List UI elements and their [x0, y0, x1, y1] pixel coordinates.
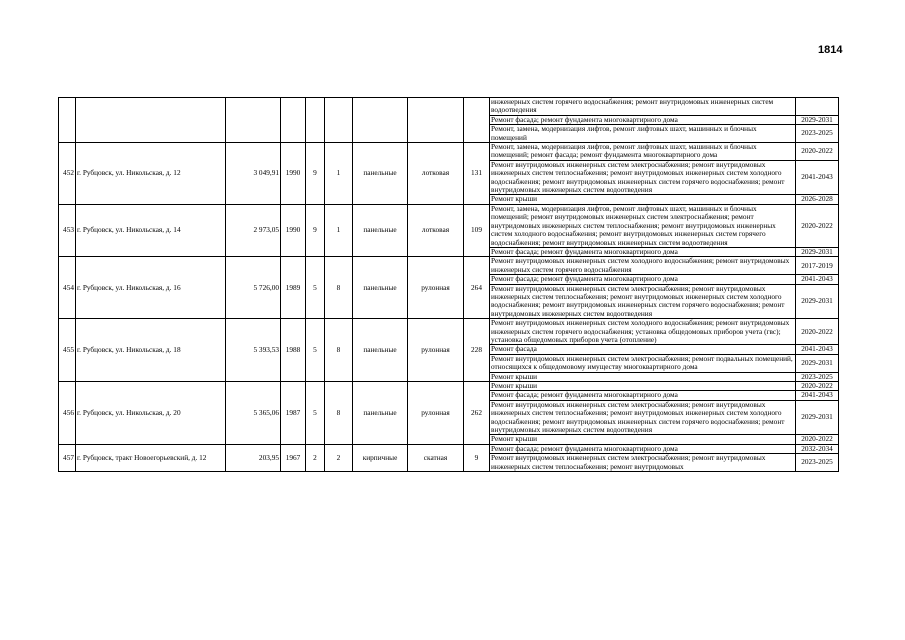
record-roof-type: рулонная	[408, 257, 464, 319]
work-period: 2020-2022	[796, 435, 839, 444]
record-area: 2 973,05	[226, 204, 281, 256]
work-period: 2029-2031	[796, 284, 839, 319]
record-area: 203,95	[226, 444, 281, 471]
table-row	[59, 257, 839, 275]
record-year: 1967	[281, 444, 306, 471]
work-period: 2026-2028	[796, 195, 839, 204]
empty-cell	[408, 98, 464, 143]
work-description: инженерных систем горячего водоснабжения; ремонт внутридомовых инженерных систем водоотведения	[490, 98, 796, 116]
work-period: 2023-2025	[796, 125, 839, 143]
record-year: 1987	[281, 382, 306, 445]
work-period: 2023-2025	[796, 454, 839, 472]
work-period: 2020-2022	[796, 382, 839, 391]
work-description: Ремонт внутридомовых инженерных систем электроснабжения; ремонт внутридомовых инженерных систем теплоснабжения; ремонт внутридомовых инженерных систем холодного водоснабжения; ремонт внутридомовых инженерных систем горячего водоснабжения; ремонт внутридомовых инженерных систем водоотведения	[490, 400, 796, 435]
record-apartments: 264	[464, 257, 490, 319]
record-wall-material: панельные	[353, 143, 408, 205]
work-period: 2017-2019	[796, 257, 839, 275]
table-row	[59, 98, 839, 116]
empty-cell	[59, 98, 76, 143]
work-period: 2029-2031	[796, 354, 839, 372]
work-period	[796, 98, 839, 116]
record-number: 455	[59, 319, 76, 382]
record-floors: 5	[306, 382, 325, 445]
record-apartments: 109	[464, 204, 490, 256]
record-apartments: 262	[464, 382, 490, 445]
work-description: Ремонт внутридомовых инженерных систем холодного водоснабжения; ремонт внутридомовых инженерных систем горячего водоснабжения	[490, 257, 796, 275]
empty-cell	[353, 98, 408, 143]
work-period: 2032-2034	[796, 444, 839, 453]
work-description: Ремонт фасада; ремонт фундамента многоквартирного дома	[490, 444, 796, 453]
record-address: г. Рубцовск, ул. Никольская, д. 16	[76, 257, 226, 319]
work-period: 2041-2043	[796, 391, 839, 400]
table-row	[59, 382, 839, 391]
work-description: Ремонт внутридомовых инженерных систем электроснабжения; ремонт внутридомовых инженерных систем теплоснабжения; ремонт внутридомовых инженерных систем холодного водоснабжения; ремонт внутридомовых инженерных систем горячего водоснабжения; ремонт внутридомовых инженерных систем водоотведения	[490, 160, 796, 195]
record-year: 1989	[281, 257, 306, 319]
record-area: 3 049,91	[226, 143, 281, 205]
record-number: 457	[59, 444, 76, 471]
record-floors: 9	[306, 143, 325, 205]
record-area: 5 726,00	[226, 257, 281, 319]
record-apartments: 228	[464, 319, 490, 382]
work-description: Ремонт фасада; ремонт фундамента многоквартирного дома	[490, 275, 796, 284]
record-year: 1988	[281, 319, 306, 382]
work-period: 2029-2031	[796, 400, 839, 435]
capital-repair-table	[58, 97, 839, 472]
record-floors: 2	[306, 444, 325, 471]
record-roof-type: скатная	[408, 444, 464, 471]
record-floors: 9	[306, 204, 325, 256]
record-area: 5 365,06	[226, 382, 281, 445]
work-description: Ремонт, замена, модернизация лифтов, ремонт лифтовых шахт, машинных и блочных помещений	[490, 125, 796, 143]
work-period: 2041-2043	[796, 345, 839, 354]
empty-cell	[464, 98, 490, 143]
record-number: 452	[59, 143, 76, 205]
record-floors: 5	[306, 319, 325, 382]
work-description: Ремонт крыши	[490, 382, 796, 391]
work-period: 2023-2025	[796, 372, 839, 381]
work-period: 2020-2022	[796, 143, 839, 161]
page-number: 1814	[818, 44, 843, 56]
record-entrances: 1	[325, 204, 353, 256]
work-description: Ремонт внутридомовых инженерных систем электроснабжения; ремонт подвальных помещений, относящихся к общедомовому имуществу многоквартирного дома	[490, 354, 796, 372]
work-description: Ремонт внутридомовых инженерных систем холодного водоснабжения; ремонт внутридомовых инженерных систем горячего водоснабжения; установка общедомовых приборов учета (гвс); установка общедомовых приборов учета (отопление)	[490, 319, 796, 345]
empty-cell	[325, 98, 353, 143]
record-entrances: 8	[325, 257, 353, 319]
record-address: г. Рубцовск, ул. Никольская, д. 18	[76, 319, 226, 382]
record-roof-type: лотковая	[408, 143, 464, 205]
record-entrances: 2	[325, 444, 353, 471]
empty-cell	[76, 98, 226, 143]
record-entrances: 1	[325, 143, 353, 205]
work-period: 2020-2022	[796, 319, 839, 345]
work-description: Ремонт фасада; ремонт фундамента многоквартирного дома	[490, 115, 796, 124]
record-address: г. Рубцовск, ул. Никольская, д. 12	[76, 143, 226, 205]
record-roof-type: лотковая	[408, 204, 464, 256]
table-row	[59, 319, 839, 345]
record-entrances: 8	[325, 382, 353, 445]
work-period: 2041-2043	[796, 160, 839, 195]
record-wall-material: панельные	[353, 382, 408, 445]
work-description: Ремонт внутридомовых инженерных систем электроснабжения; ремонт внутридомовых инженерных систем теплоснабжения; ремонт внутридомовых	[490, 454, 796, 472]
record-address: г. Рубцовск, ул. Никольская, д. 14	[76, 204, 226, 256]
record-address: г. Рубцовск, ул. Никольская, д. 20	[76, 382, 226, 445]
empty-cell	[281, 98, 306, 143]
record-area: 5 393,53	[226, 319, 281, 382]
table-row	[59, 143, 839, 161]
work-description: Ремонт фасада; ремонт фундамента многоквартирного дома	[490, 391, 796, 400]
work-period: 2041-2043	[796, 275, 839, 284]
empty-cell	[306, 98, 325, 143]
table-row	[59, 204, 839, 247]
record-wall-material: панельные	[353, 319, 408, 382]
empty-cell	[226, 98, 281, 143]
record-number: 456	[59, 382, 76, 445]
record-wall-material: кирпичные	[353, 444, 408, 471]
record-number: 454	[59, 257, 76, 319]
work-description: Ремонт крыши	[490, 435, 796, 444]
work-description: Ремонт, замена, модернизация лифтов, ремонт лифтовых шахт, машинных и блочных помещений; ремонт внутридомовых инженерных систем электроснабжения; ремонт внутридомовых инженерных систем теплоснабжения; ремонт внутридомовых инженерных систем холодного водоснабжения; ремонт внутридомовых инженерных систем горячего водоснабжения; ремонт внутридомовых инженерных систем водоотведения	[490, 204, 796, 247]
record-apartments: 131	[464, 143, 490, 205]
record-floors: 5	[306, 257, 325, 319]
record-roof-type: рулонная	[408, 319, 464, 382]
record-apartments: 9	[464, 444, 490, 471]
record-year: 1990	[281, 143, 306, 205]
work-description: Ремонт внутридомовых инженерных систем электроснабжения; ремонт внутридомовых инженерных систем теплоснабжения; ремонт внутридомовых инженерных систем холодного водоснабжения; ремонт внутридомовых инженерных систем горячего водоснабжения; ремонт внутридомовых инженерных систем водоотведения	[490, 284, 796, 319]
record-wall-material: панельные	[353, 257, 408, 319]
work-description: Ремонт фасада; ремонт фундамента многоквартирного дома	[490, 247, 796, 256]
work-description: Ремонт крыши	[490, 195, 796, 204]
record-roof-type: рулонная	[408, 382, 464, 445]
record-number: 453	[59, 204, 76, 256]
work-period: 2029-2031	[796, 115, 839, 124]
record-address: г. Рубцовск, тракт Новоегорьевский, д. 12	[76, 444, 226, 471]
work-period: 2029-2031	[796, 247, 839, 256]
table-row	[59, 444, 839, 453]
record-entrances: 8	[325, 319, 353, 382]
record-wall-material: панельные	[353, 204, 408, 256]
work-period: 2020-2022	[796, 204, 839, 247]
record-year: 1990	[281, 204, 306, 256]
work-description: Ремонт крыши	[490, 372, 796, 381]
work-description: Ремонт фасада	[490, 345, 796, 354]
work-description: Ремонт, замена, модернизация лифтов, ремонт лифтовых шахт, машинных и блочных помещений; ремонт фасада; ремонт фундамента многоквартирного дома	[490, 143, 796, 161]
